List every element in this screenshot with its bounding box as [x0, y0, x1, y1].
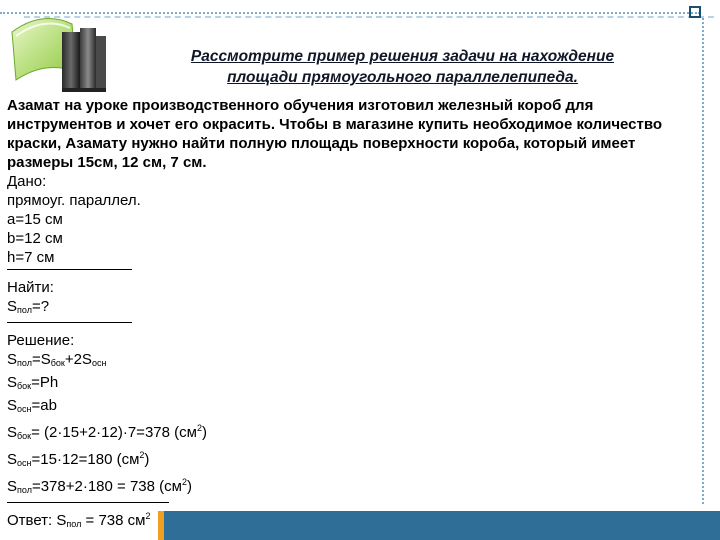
calc-lateral-area [7, 419, 715, 446]
given-a: a=15 см [7, 211, 63, 228]
calc-total-area [7, 473, 715, 500]
formula-part: +2S [64, 351, 92, 368]
content [7, 96, 715, 534]
symbol-s: S [7, 478, 18, 495]
superscript: 2 [196, 423, 202, 433]
formula-end: ) [201, 424, 207, 441]
find-heading: Найти: [7, 279, 54, 296]
symbol-s: S [7, 397, 18, 414]
separator-line [7, 269, 132, 270]
formula-part: =S [31, 351, 51, 368]
answer-value: = 738 см [81, 512, 146, 529]
subscript: осн [17, 458, 32, 468]
top-dashed-rule [24, 16, 714, 18]
symbol-s: S [7, 298, 18, 315]
page-title [125, 46, 680, 88]
symbol-s: S [7, 374, 18, 391]
calc-base-area [7, 446, 715, 473]
formula-end: ) [186, 478, 192, 495]
formula-rest: =378+2·180 = 738 (см [31, 478, 182, 495]
formula-rest: =Ph [31, 374, 59, 391]
formula-rest: = (2·15+2·12)·7=378 (см [31, 424, 197, 441]
subscript: бок [50, 358, 65, 368]
formula-lateral-area [7, 373, 715, 396]
problem-line: инструментов и хочет его окрасить. Чтобы в магазине купить необходимое количество [7, 116, 663, 133]
subscript: осн [91, 358, 107, 368]
problem-line: размеры 15см, 12 см, 7 см. [7, 154, 207, 171]
problem-line: краски, Азамату нужно найти полную площадь поверхности короба, который имеет [7, 135, 636, 152]
given-h: h=7 см [7, 249, 55, 266]
problem-text [7, 96, 715, 172]
superscript: 2 [139, 450, 145, 460]
answer [7, 507, 715, 534]
subscript: пол [17, 358, 32, 368]
subscript: пол [17, 485, 32, 495]
separator-line [7, 502, 169, 503]
subscript: пол [17, 305, 32, 315]
books-icon [2, 2, 122, 100]
separator-line [7, 322, 132, 323]
answer-prefix: Ответ: S [7, 512, 67, 529]
symbol-s: S [7, 351, 18, 368]
given-heading: Дано: [7, 173, 47, 190]
formula-rest: =15·12=180 (см [31, 451, 140, 468]
symbol-s: S [7, 424, 18, 441]
given-shape: прямоуг. параллел. [7, 192, 141, 209]
superscript: 2 [145, 511, 151, 521]
problem-line: Азамат на уроке производственного обучения изготовил железный короб для [7, 97, 594, 114]
formula-end: ) [144, 451, 150, 468]
subscript: осн [17, 404, 32, 414]
title-line-2: площади прямоугольного параллелепипеда. [227, 69, 578, 86]
symbol-s: S [7, 451, 18, 468]
formula-rest: =ab [31, 397, 57, 414]
formula-total-area [7, 350, 715, 373]
subscript: бок [17, 431, 32, 441]
formula-rest: =? [31, 298, 50, 315]
given-b: b=12 см [7, 230, 63, 247]
superscript: 2 [181, 477, 187, 487]
formula-base-area [7, 396, 715, 419]
title-line-1: Рассмотрите пример решения задачи на нахождение [190, 48, 615, 65]
corner-square [689, 6, 701, 18]
solution-heading: Решение: [7, 332, 75, 349]
subscript: бок [17, 381, 32, 391]
subscript: пол [66, 519, 82, 529]
find-formula [7, 297, 715, 320]
